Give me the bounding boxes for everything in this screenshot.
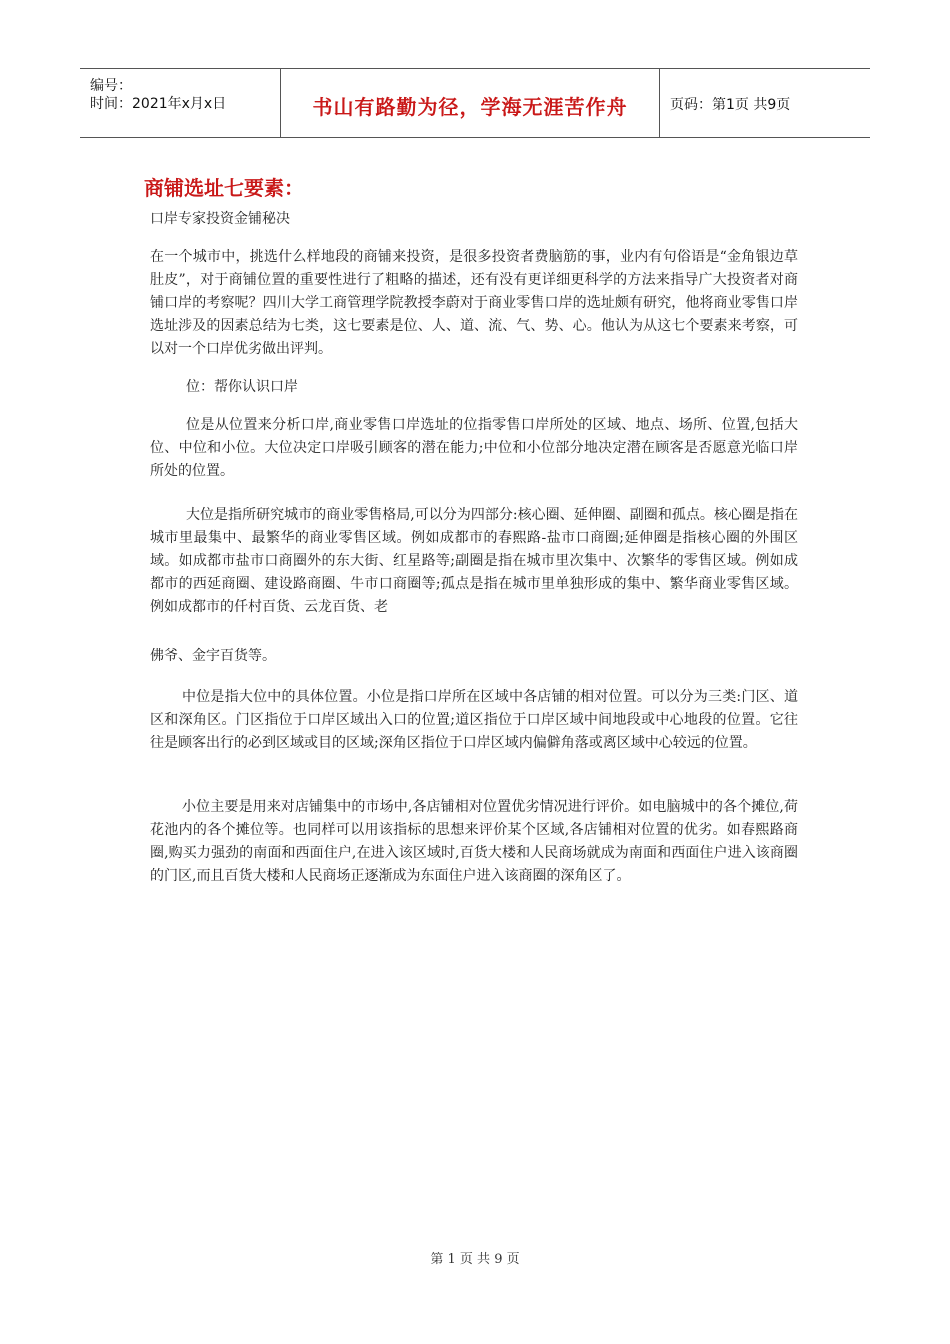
paragraph-zhongwei: 中位是指大位中的具体位置。小位是指口岸所在区域中各店铺的相对位置。可以分为三类:门区、道区和深角区。门区指位于口岸区域出入口的位置;道区指位于口岸区域中间地段或中心地段的位置。它往往是顾客出行的必到区域或目的区域;深角区指位于口岸区域内偏僻角落或离区域中心较远的位置。 <box>150 689 798 751</box>
document-header <box>80 68 870 138</box>
paragraph-intro: 在一个城市中，挑选什么样地段的商铺来投资，是很多投资者费脑筋的事，业内有句俗语是“金角银边草肚皮”，对于商铺位置的重要性进行了粗略的描述，还有没有更详细更科学的方法来指导广大投资者对商铺口岸的考察呢？四川大学工商管理学院教授李蔚对于商业零售口岸的选址颇有研究，他将商业零售口岸选址涉及的因素总结为七类，这七要素是位、人、道、流、气、势、心。他认为从这七个要素来考察，可以对一个口岸优劣做出评判。 <box>150 249 798 357</box>
page-info: 页码：第1页 共9页 <box>670 97 791 113</box>
header-motto-cell <box>281 69 660 137</box>
paragraph-xiaowei: 小位主要是用来对店铺集中的市场中,各店铺相对位置优劣情况进行评价。如电脑城中的各个摊位,荷花池内的各个摊位等。也同样可以用该指标的思想来评价某个区域,各店铺相对位置的优劣。如春熙路商圈,购买力强劲的南面和西面住户,在进入该区域时,百货大楼和人民商场就成为南面和西面住户进入该商圈的门区,而且百货大楼和人民商场正逐渐成为东面住户进入该商圈的深角区了。 <box>150 799 798 884</box>
page-footer: 第 1 页 共 9 页 <box>430 1252 520 1267</box>
header-page-cell <box>660 69 870 137</box>
header-meta-cell <box>80 69 281 137</box>
time-label: 时间：2021年x月x日 <box>90 96 227 112</box>
document-subtitle: 口岸专家投资金铺秘决 <box>150 211 290 227</box>
number-label: 编号： <box>90 78 132 94</box>
document-title: 商铺选址七要素： <box>144 176 304 200</box>
section-heading-wei: 位：帮你认识口岸 <box>186 379 298 395</box>
paragraph-dawei: 大位是指所研究城市的商业零售格局,可以分为四部分:核心圈、延伸圈、副圈和孤点。核心圈是指在城市里最集中、最繁华的商业零售区域。例如成都市的春熙路-盐市口商圈;延伸圈是指核心圈的外围区域。如成都市盐市口商圈外的东大街、红星路等;副圈是指在城市里次集中、次繁华的零售区域。例如成都市的西延商圈、建设路商圈、牛市口商圈等;孤点是指在城市里单独形成的集中、繁华商业零售区域。例如成都市的仟村百货、云龙百货、老 <box>150 507 798 615</box>
motto-text: 书山有路勤为径，学海无涯苦作舟 <box>312 95 628 119</box>
paragraph-dawei-continued: 佛爷、金宇百货等。 <box>150 648 276 664</box>
paragraph-wei: 位是从位置来分析口岸,商业零售口岸选址的位指零售口岸所处的区域、地点、场所、位置,包括大位、中位和小位。大位决定口岸吸引顾客的潜在能力;中位和小位部分地决定潜在顾客是否愿意光临口岸所处的位置。 <box>150 417 798 479</box>
